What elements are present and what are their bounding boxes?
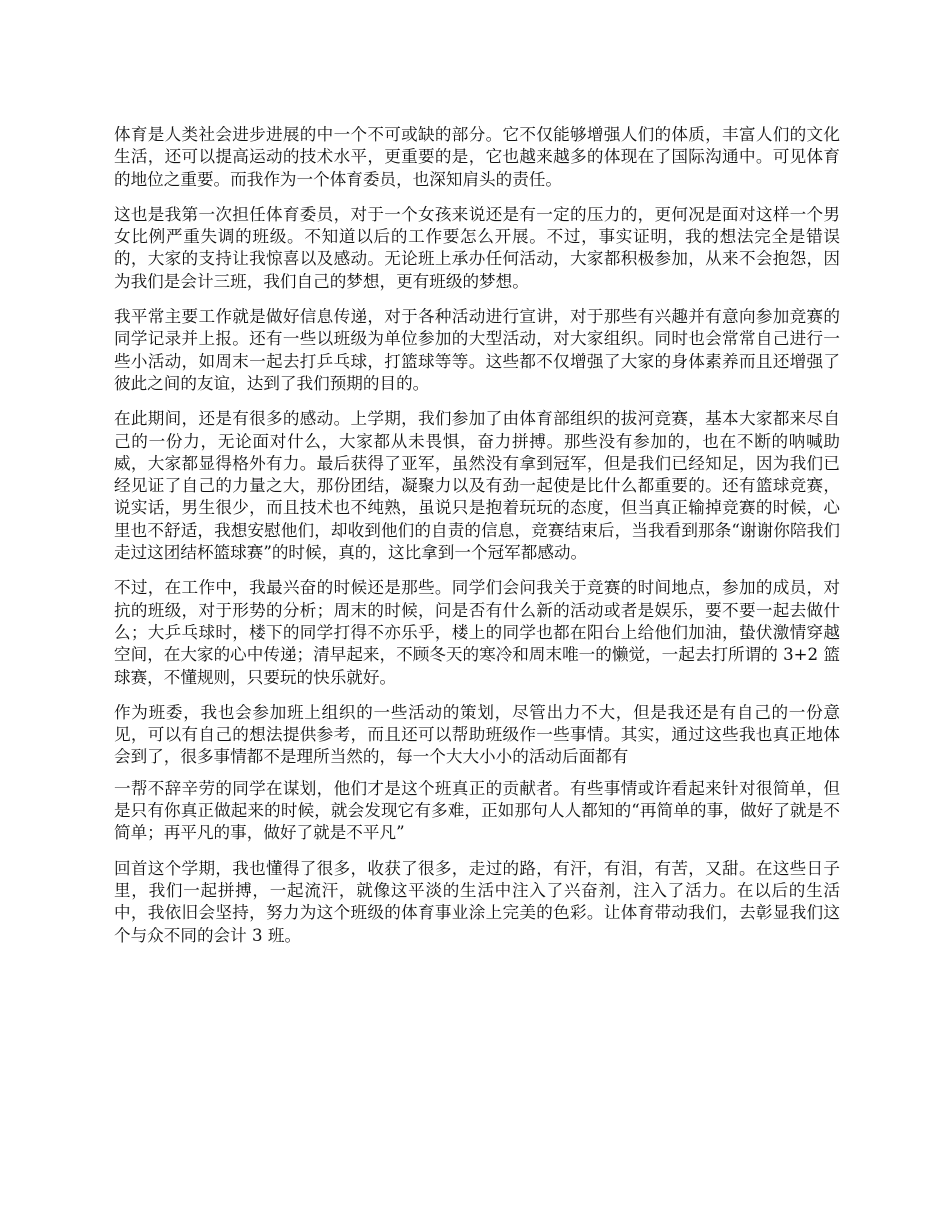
document-body	[114, 124, 840, 960]
paragraph-3: 我平常主要工作就是做好信息传递，对于各种活动进行宣讲，对于那些有兴趣并有意向参加竞赛的同学记录并上报。还有一些以班级为单位参加的大型活动，对大家组织。同时也会常常自己进行一些小活动，如周末一起去打乒乓球，打篮球等等。这些都不仅增强了大家的身体素养而且还增强了彼此之间的友谊，达到了我们预期的目的。	[114, 307, 840, 393]
paragraph-1: 体育是人类社会进步进展的中一个不可或缺的部分。它不仅能够增强人们的体质，丰富人们的文化生活，还可以提高运动的技术水平，更重要的是，它也越来越多的体现在了国际沟通中。可见体育的地位之重要。而我作为一个体育委员，也深知肩头的责任。	[114, 125, 840, 189]
paragraph-5: 不过，在工作中，我最兴奋的时候还是那些。同学们会问我关于竞赛的时间地点，参加的成员，对抗的班级，对于形势的分析；周末的时候，问是否有什么新的活动或者是娱乐，要不要一起去做什么；大乒乓球时，楼下的同学打得不亦乐乎，楼上的同学也都在阳台上给他们加油，蛰伏激情穿越空间，在大家的心中传递；清早起来，不顾冬天的寒冷和周末唯一的懒觉，一起去打所谓的 3+2 篮球赛，不懂规则，只要玩的快乐就好。	[114, 578, 840, 687]
paragraph-7: 一帮不辞辛劳的同学在谋划，他们才是这个班真正的贡献者。有些事情或许看起来针对很简单，但是只有你真正做起来的时候，就会发现它有多难，正如那句人人都知的“再简单的事，做好了就是不简单；再平凡的事，做好了就是不平凡”	[114, 778, 840, 843]
paragraph-4: 在此期间，还是有很多的感动。上学期，我们参加了由体育部组织的拔河竞赛，基本大家都来尽自己的一份力，无论面对什么，大家都从未畏惧，奋力拼搏。那些没有参加的，也在不断的呐喊助威，大家都显得格外有力。最后获得了亚军，虽然没有拿到冠军，但是我们已经知足，因为我们已经见证了自己的力量之大，那份团结，凝聚力以及有劲一起使是比什么都重要的。还有篮球竞赛，说实话，男生很少，而且技术也不纯熟，虽说只是抱着玩玩的态度，但当真正输掉竞赛的时候，心里也不舒适，我想安慰他们，却收到他们的自责的信息，竞赛结束后，当我看到那条“谢谢你陪我们走过这团结杯篮球赛”的时候，真的，这比拿到一个冠军都感动。	[114, 409, 840, 563]
paragraph-2: 这也是我第一次担任体育委员，对于一个女孩来说还是有一定的压力的，更何况是面对这样一个男女比例严重失调的班级。不知道以后的工作要怎么开展。不过，事实证明，我的想法完全是错误的，大家的支持让我惊喜以及感动。无论班上承办任何活动，大家都积极参加，从来不会抱怨，因为我们是会计三班，我们自己的梦想，更有班级的梦想。	[114, 204, 840, 291]
paragraph-6: 作为班委，我也会参加班上组织的一些活动的策划，尽管出力不大，但是我还是有自己的一份意见，可以有自己的想法提供参考，而且还可以帮助班级作一些事情。其实，通过这些我也真正地体会到了，很多事情都不是理所当然的，每一个大大小小的活动后面都有	[114, 702, 840, 767]
paragraph-8: 回首这个学期，我也懂得了很多，收获了很多，走过的路，有汗，有泪，有苦，又甜。在这些日子里，我们一起拼搏，一起流汗，就像这平淡的生活中注入了兴奋剂，注入了活力。在以后的生活中，我依旧会坚持，努力为这个班级的体育事业涂上完美的色彩。让体育带动我们，去彰显我们这个与众不同的会计 3 班。	[114, 858, 840, 945]
